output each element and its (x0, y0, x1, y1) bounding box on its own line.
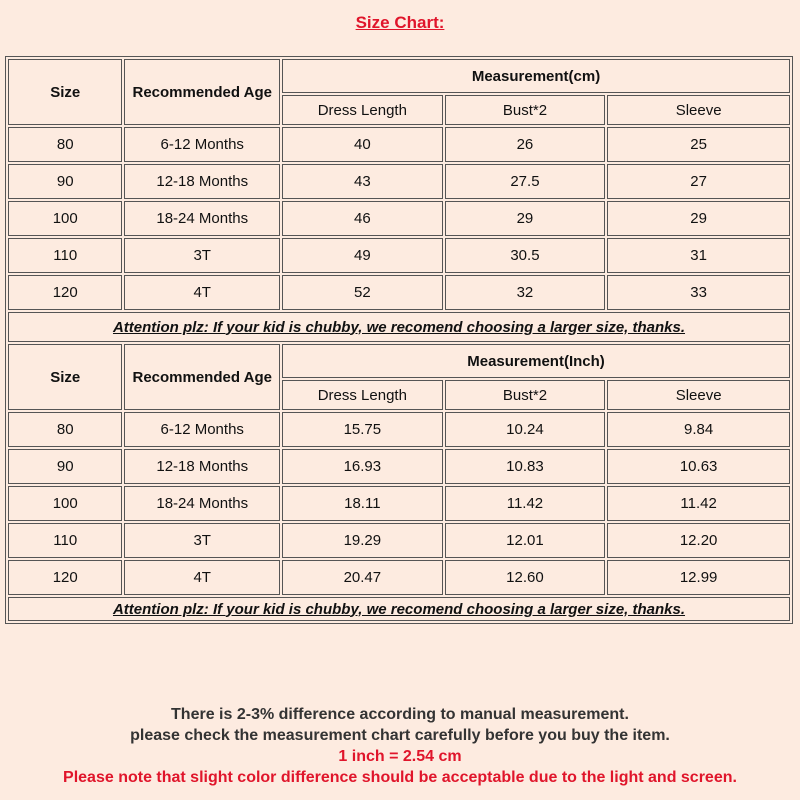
table-row (8, 449, 790, 484)
inch-header-row (8, 344, 790, 378)
size-header: Size (8, 344, 122, 410)
footer-measurement-note: There is 2-3% difference according to manual measurement. (171, 706, 629, 723)
table-row (8, 275, 790, 310)
age-cell: 6-12 Months (124, 127, 280, 162)
size-chart-title: Size Chart: (355, 13, 445, 32)
dress-length-header: Dress Length (282, 380, 443, 410)
footer-check-note: please check the measurement chart carefully before you buy the item. (130, 727, 670, 744)
inch-measurement-header: Measurement(Inch) (282, 344, 790, 378)
age-cell: 12-18 Months (124, 449, 280, 484)
bust-cell: 32 (445, 275, 606, 310)
dress-length-cell: 52 (282, 275, 443, 310)
footer-color-note: Please note that slight color difference should be acceptable due to the light and screen. (63, 769, 737, 786)
table-row (8, 560, 790, 595)
sleeve-cell: 10.63 (607, 449, 790, 484)
bust-cell: 30.5 (445, 238, 606, 273)
sleeve-cell: 12.20 (607, 523, 790, 558)
age-cell: 6-12 Months (124, 412, 280, 447)
table-row (8, 238, 790, 273)
size-cell: 80 (8, 127, 122, 162)
sleeve-cell: 9.84 (607, 412, 790, 447)
bust-header: Bust*2 (445, 95, 606, 125)
size-header: Size (8, 59, 122, 125)
table-row (8, 523, 790, 558)
table-row (8, 164, 790, 199)
size-cell: 90 (8, 164, 122, 199)
age-cell: 4T (124, 560, 280, 595)
table-row (8, 412, 790, 447)
dress-length-header: Dress Length (282, 95, 443, 125)
sleeve-cell: 12.99 (607, 560, 790, 595)
dress-length-cell: 46 (282, 201, 443, 236)
sleeve-cell: 25 (607, 127, 790, 162)
bust-cell: 12.01 (445, 523, 606, 558)
bust-header: Bust*2 (445, 380, 606, 410)
sleeve-header: Sleeve (607, 95, 790, 125)
dress-length-cell: 49 (282, 238, 443, 273)
size-cell: 100 (8, 486, 122, 521)
cm-measurement-header: Measurement(cm) (282, 59, 790, 93)
size-cell: 120 (8, 560, 122, 595)
bust-cell: 10.24 (445, 412, 606, 447)
dress-length-cell: 43 (282, 164, 443, 199)
bust-cell: 10.83 (445, 449, 606, 484)
attention-note-bottom: Attention plz: If your kid is chubby, we recomend choosing a larger size, thanks. (8, 597, 790, 621)
dress-length-cell: 40 (282, 127, 443, 162)
sleeve-cell: 27 (607, 164, 790, 199)
sleeve-header: Sleeve (607, 380, 790, 410)
sleeve-cell: 31 (607, 238, 790, 273)
sleeve-cell: 33 (607, 275, 790, 310)
size-chart-table (5, 56, 793, 624)
dress-length-cell: 19.29 (282, 523, 443, 558)
size-cell: 120 (8, 275, 122, 310)
size-cell: 110 (8, 238, 122, 273)
dress-length-cell: 18.11 (282, 486, 443, 521)
bust-cell: 12.60 (445, 560, 606, 595)
dress-length-cell: 15.75 (282, 412, 443, 447)
size-cell: 80 (8, 412, 122, 447)
bust-cell: 11.42 (445, 486, 606, 521)
size-cell: 110 (8, 523, 122, 558)
dress-length-cell: 20.47 (282, 560, 443, 595)
bust-cell: 29 (445, 201, 606, 236)
age-cell: 18-24 Months (124, 486, 280, 521)
dress-length-cell: 16.93 (282, 449, 443, 484)
table-row (8, 486, 790, 521)
age-cell: 3T (124, 523, 280, 558)
age-cell: 4T (124, 275, 280, 310)
age-cell: 12-18 Months (124, 164, 280, 199)
attention-note: Attention plz: If your kid is chubby, we recomend choosing a larger size, thanks. (8, 312, 790, 342)
bust-cell: 27.5 (445, 164, 606, 199)
recommended-age-header: Recommended Age (124, 59, 280, 125)
recommended-age-header: Recommended Age (124, 344, 280, 410)
sleeve-cell: 29 (607, 201, 790, 236)
table-row (8, 201, 790, 236)
size-cell: 100 (8, 201, 122, 236)
footer-conversion: 1 inch = 2.54 cm (338, 748, 462, 765)
size-cell: 90 (8, 449, 122, 484)
age-cell: 3T (124, 238, 280, 273)
bust-cell: 26 (445, 127, 606, 162)
table-row (8, 127, 790, 162)
age-cell: 18-24 Months (124, 201, 280, 236)
cm-header-row (8, 59, 790, 93)
sleeve-cell: 11.42 (607, 486, 790, 521)
